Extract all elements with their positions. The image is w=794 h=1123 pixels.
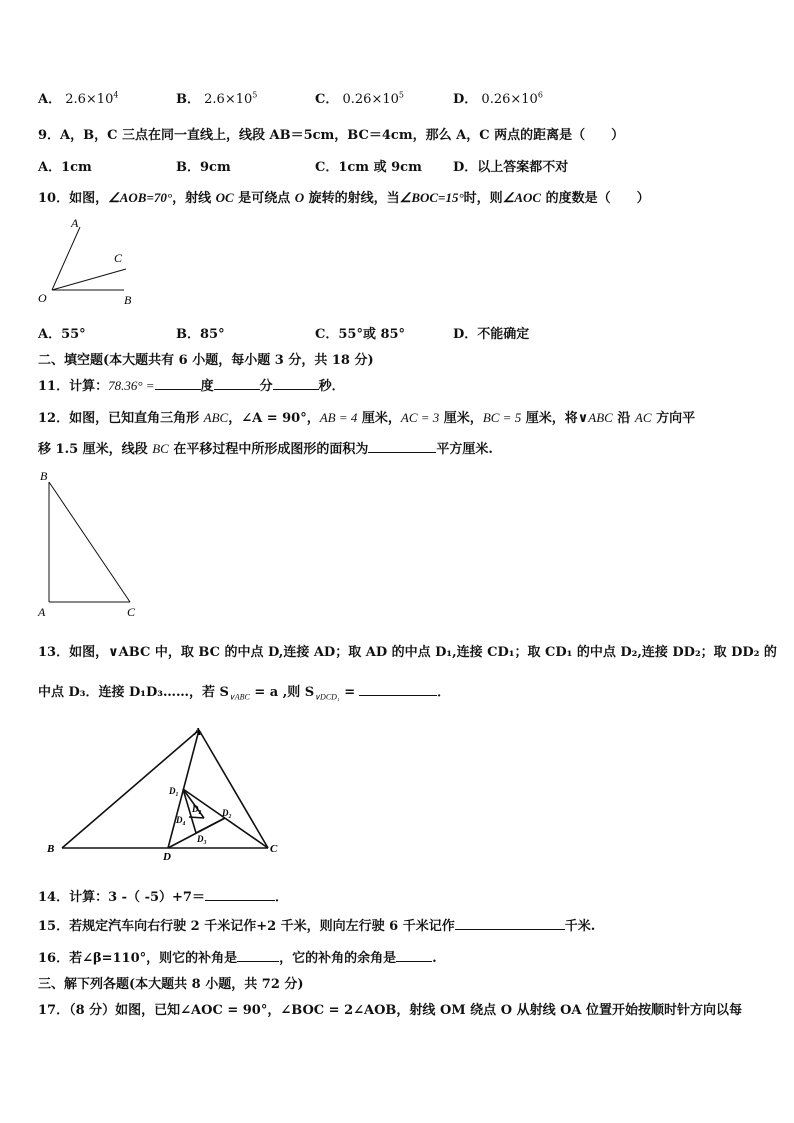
- ray-oc: [52, 269, 126, 290]
- side-bc: [49, 482, 130, 602]
- q9-option-c: C．1cm 或 9cm: [315, 160, 422, 175]
- label-b: B: [40, 469, 48, 483]
- q11: 11．计算：78.36° = 度 分 秒．: [38, 378, 345, 394]
- label-d3: D₃: [197, 834, 207, 844]
- label-d: D: [163, 851, 171, 863]
- q12-triangle-figure: [34, 466, 152, 620]
- label-c: C: [270, 843, 278, 855]
- label-c: C: [114, 251, 123, 265]
- q13-line1: 13．如图，∨ABC 中，取 BC 的中点 D,连接 AD；取 AD 的中点 D₁,连接 CD₁；取 CD₁ 的中点 D₂,连接 DD₂；取 DD₂ 的: [38, 645, 777, 660]
- section-2-heading: 二、填空题(本大题共有 6 小题，每小题 3 分，共 18 分): [38, 353, 374, 368]
- label-d5: D₂: [192, 804, 202, 814]
- q9-stem: 9．A，B，C 三点在同一直线上，线段 AB＝5cm，BC＝4cm，那么 A，C 两点的距离是（ ）: [38, 128, 625, 143]
- q10-option-b: B．85°: [176, 327, 225, 342]
- q9-option-d: D．以上答案都不对: [453, 160, 569, 175]
- q8-option-b: B． $2.6\times 10^5$: [176, 90, 258, 107]
- label-o: O: [38, 291, 47, 305]
- q10-option-c: C．55°或 85°: [315, 327, 406, 342]
- q9-option-b: B．9cm: [176, 160, 231, 175]
- q17-line1: 17．（8 分）如图，已知∠AOC = 90°，∠BOC = 2∠AOB，射线 OM 绕点 O 从射线 OA 位置开始按顺时针方向以每: [38, 1003, 743, 1018]
- q12-line2: 移 1.5 厘米，线段 BC 在平移过程中所形成图形的面积为 平方厘米.: [38, 441, 493, 457]
- q12-line1: 12．如图，已知直角三角形 ABC，∠A = 90°，AB = 4 厘米，AC = 3 厘米，BC = 5 厘米，将∨ABC 沿 AC 方向平: [38, 410, 696, 426]
- q10-option-d: D．不能确定: [453, 327, 530, 342]
- label-a: A: [194, 726, 202, 738]
- q8-option-d: D． $0.26\times 10^6$: [453, 90, 543, 107]
- q13-line2: 中点 D₃．连接 D₁D₃……，若 $S_{\vee ABC} = a$ ,则 $S_{\vee DCD_1}$ = ．: [38, 685, 451, 702]
- label-a: A: [38, 605, 46, 619]
- label-b: B: [47, 843, 55, 855]
- q13-triangle-figure: [44, 722, 294, 866]
- q15: 15．若规定汽车向右行驶 2 千米记作+2 千米，则向左行驶 6 千米记作 千米.: [38, 919, 596, 934]
- label-a: A: [71, 216, 79, 230]
- q16: 16．若∠β=110°，则它的补角是 ，它的补角的余角是 .: [38, 951, 437, 966]
- section-3-heading: 三、解下列各题(本大题共 8 小题，共 72 分): [38, 977, 304, 992]
- q8-option-a: A． $2.6\times 10^4$: [38, 90, 119, 107]
- q14: 14．计算：3 -（ -5）+7＝ ．: [38, 890, 288, 905]
- q10-angle-figure: [34, 212, 144, 308]
- label-d2: D₂: [222, 808, 232, 818]
- label-d1: D₁: [169, 786, 179, 796]
- label-b: B: [124, 293, 132, 307]
- q10-stem: 10．如图，∠AOB=70°，射线 OC 是可绕点 O 旋转的射线，当∠BOC=15°时，则∠AOC 的度数是（ ）: [38, 190, 650, 206]
- q9-option-a: A．1cm: [38, 160, 92, 175]
- ray-oa: [52, 227, 80, 290]
- label-c: C: [127, 605, 136, 619]
- q10-option-a: A．55°: [38, 327, 86, 342]
- q8-option-c: C． $0.26\times 10^5$: [315, 90, 404, 107]
- label-d4: D₄: [176, 815, 186, 825]
